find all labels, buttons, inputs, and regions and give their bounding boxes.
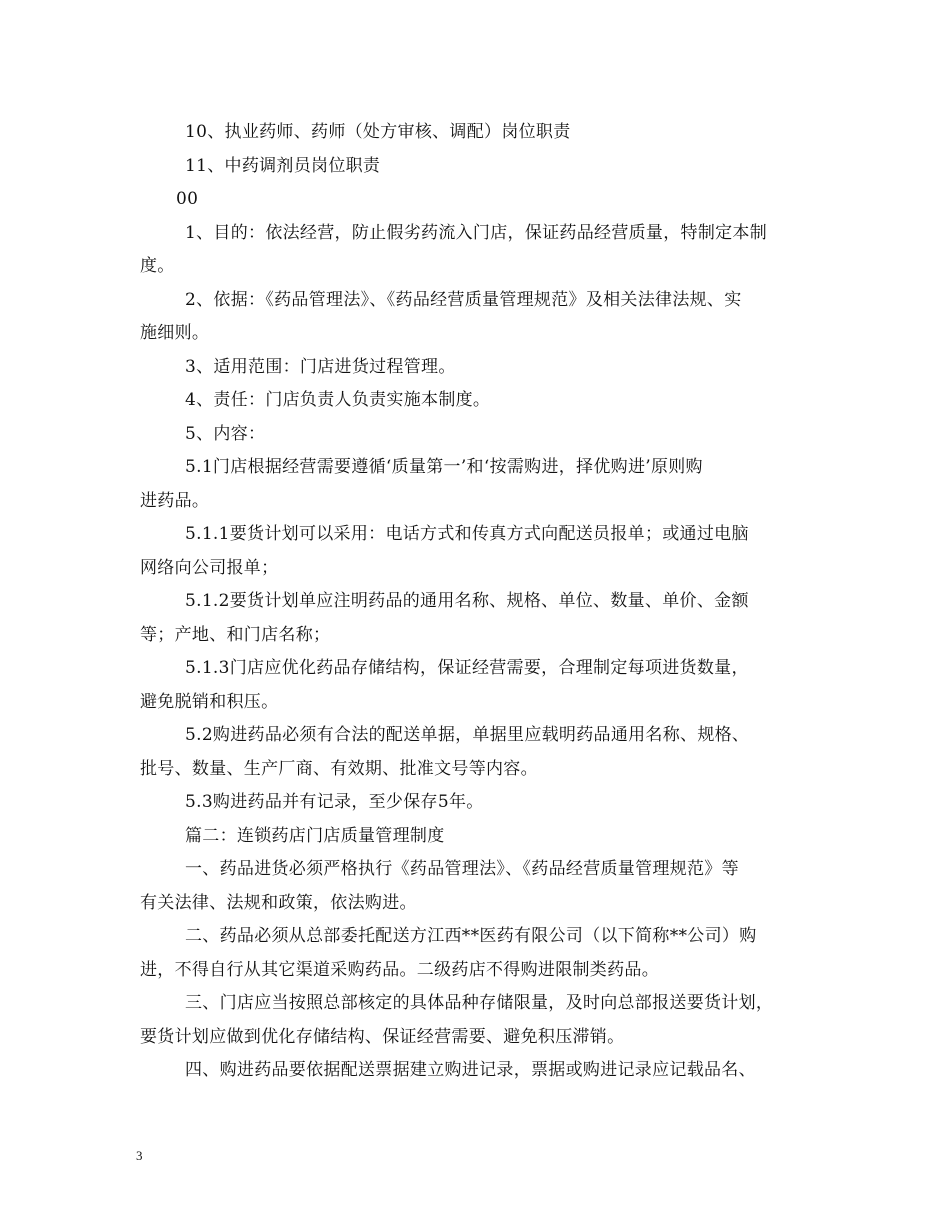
text-line: 1、目的：依法经营，防止假劣药流入门店，保证药品经营质量，特制定本制 [185, 222, 768, 243]
text-line: 批号、数量、生产厂商、有效期、批准文号等内容。 [140, 758, 538, 779]
text-line: 施细则。 [140, 323, 210, 343]
text-line: 避免脱销和积压。 [140, 691, 279, 712]
text-line: 5.1门店根据经营需要遵循‘质量第一’和‘按需购进，择优购进’原则购 [185, 457, 703, 477]
text-line: 11、中药调剂员岗位职责 [185, 155, 381, 176]
text-line: 网络向公司报单； [140, 557, 279, 578]
text-line: 5.1.1要货计划可以采用：电话方式和传真方式向配送员报单；或通过电脑 [185, 524, 749, 544]
text-line: 3、适用范围：门店进货过程管理。 [185, 356, 456, 377]
text-line: 5、内容： [185, 423, 266, 444]
text-line: 三、门店应当按照总部核定的具体品种存储限量，及时向总部报送要货计划， [185, 993, 774, 1013]
text-line: 5.3购进药品并有记录，至少保存5年。 [185, 792, 484, 812]
text-line: 进，不得自行从其它渠道采购药品。二级药店不得购进限制类药品。 [140, 959, 659, 980]
text-line: 四、购进药品要依据配送票据建立购进记录，票据或购进记录应记载品名、 [185, 1060, 756, 1080]
text-line: 10、执业药师、药师（处方审核、调配）岗位职责 [185, 122, 571, 142]
page-number: 3 [136, 1148, 143, 1163]
text-line: 4、责任：门店负责人负责实施本制度。 [185, 390, 491, 410]
text-line: 篇二：连锁药店门店质量管理制度 [185, 825, 445, 846]
text-line: 5.1.2要货计划单应注明药品的通用名称、规格、单位、数量、单价、金额 [185, 591, 749, 611]
document-body [140, 116, 820, 1088]
text-line: 度。 [140, 256, 175, 276]
text-line: 5.1.3门店应优化药品存储结构，保证经营需要，合理制定每项进货数量， [185, 658, 749, 678]
text-line: 5.2购进药品必须有合法的配送单据，单据里应载明药品通用名称、规格、 [185, 725, 750, 745]
text-line: 等；产地、和门店名称； [140, 624, 331, 645]
text-line: 一、药品进货必须严格执行《药品管理法》、《药品经营质量管理规范》等 [185, 859, 739, 879]
text-line: 00 [176, 189, 199, 209]
text-line: 二、药品必须从总部委托配送方江西**医药有限公司（以下简称**公司）购 [185, 926, 757, 946]
text-line: 2、依据：《药品管理法》、《药品经营质量管理规范》及相关法律法规、实 [185, 289, 742, 310]
text-line: 进药品。 [140, 490, 210, 511]
text-line: 有关法律、法规和政策，依法购进。 [140, 892, 417, 913]
text-line: 要货计划应做到优化存储结构、保证经营需要、避免积压滞销。 [140, 1026, 625, 1047]
